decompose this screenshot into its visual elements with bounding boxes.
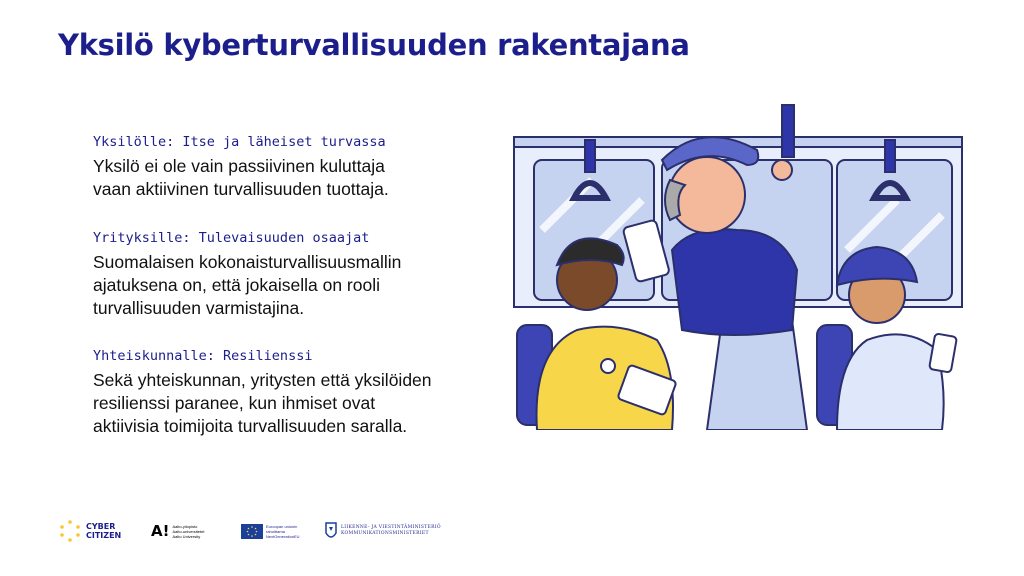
section-heading: Yksilölle: Itse ja läheiset turvassa — [93, 134, 386, 150]
aalto-mark: A! — [151, 522, 170, 540]
eu-line-3: NextGenerationEU — [266, 533, 300, 539]
lvm-line-2: KOMMUNIKATIONSMINISTERIET — [341, 531, 429, 536]
section-body: Yksilö ei ole vain passiivinen kuluttaja vaan aktiivinen turvallisuuden tuottaja. — [93, 156, 389, 199]
star-circle-icon — [58, 519, 82, 543]
cyber-citizen-logo — [58, 516, 121, 546]
aalto-line-2: Aalto-universitetet — [172, 528, 205, 534]
cc-line-2: CITIZEN — [86, 531, 122, 540]
lvm-line-1: LIIKENNE- JA VIESTINTÄMINISTERIÖ — [341, 525, 441, 530]
section-society — [93, 348, 473, 438]
eu-line-1: Euroopan unionin — [266, 523, 298, 529]
aalto-line-3: Aalto University — [172, 533, 201, 539]
section-heading: Yrityksille: Tulevaisuuden osaajat — [93, 230, 370, 246]
eu-flag-icon — [241, 524, 263, 539]
tram-passengers-illustration — [512, 100, 964, 430]
logo-bar — [58, 516, 478, 546]
aalto-logo — [151, 516, 204, 546]
section-body: Suomalaisen kokonaisturvallisuusmallin ajatuksena on, että jokaisella on rooli turvallisuuden varmistajina. — [93, 252, 402, 318]
lvm-logo — [324, 516, 441, 546]
page-title: Yksilö kyberturvallisuuden rakentajana — [58, 28, 690, 62]
section-individuals — [93, 134, 473, 201]
aalto-line-1: Aalto-yliopisto — [172, 523, 198, 529]
eu-logo — [241, 516, 300, 546]
section-heading: Yhteiskunnalle: Resilienssi — [93, 348, 313, 364]
lion-crest-icon — [324, 521, 338, 541]
eu-line-2: rahoittama — [266, 528, 285, 534]
section-body: Sekä yhteiskunnan, yritysten että yksilöiden resilienssi paranee, kun ihmiset ovat aktiivisia toimijoita turvallisuuden saralla. — [93, 370, 432, 436]
section-companies — [93, 230, 473, 320]
cc-line-1: CYBER — [86, 522, 116, 531]
